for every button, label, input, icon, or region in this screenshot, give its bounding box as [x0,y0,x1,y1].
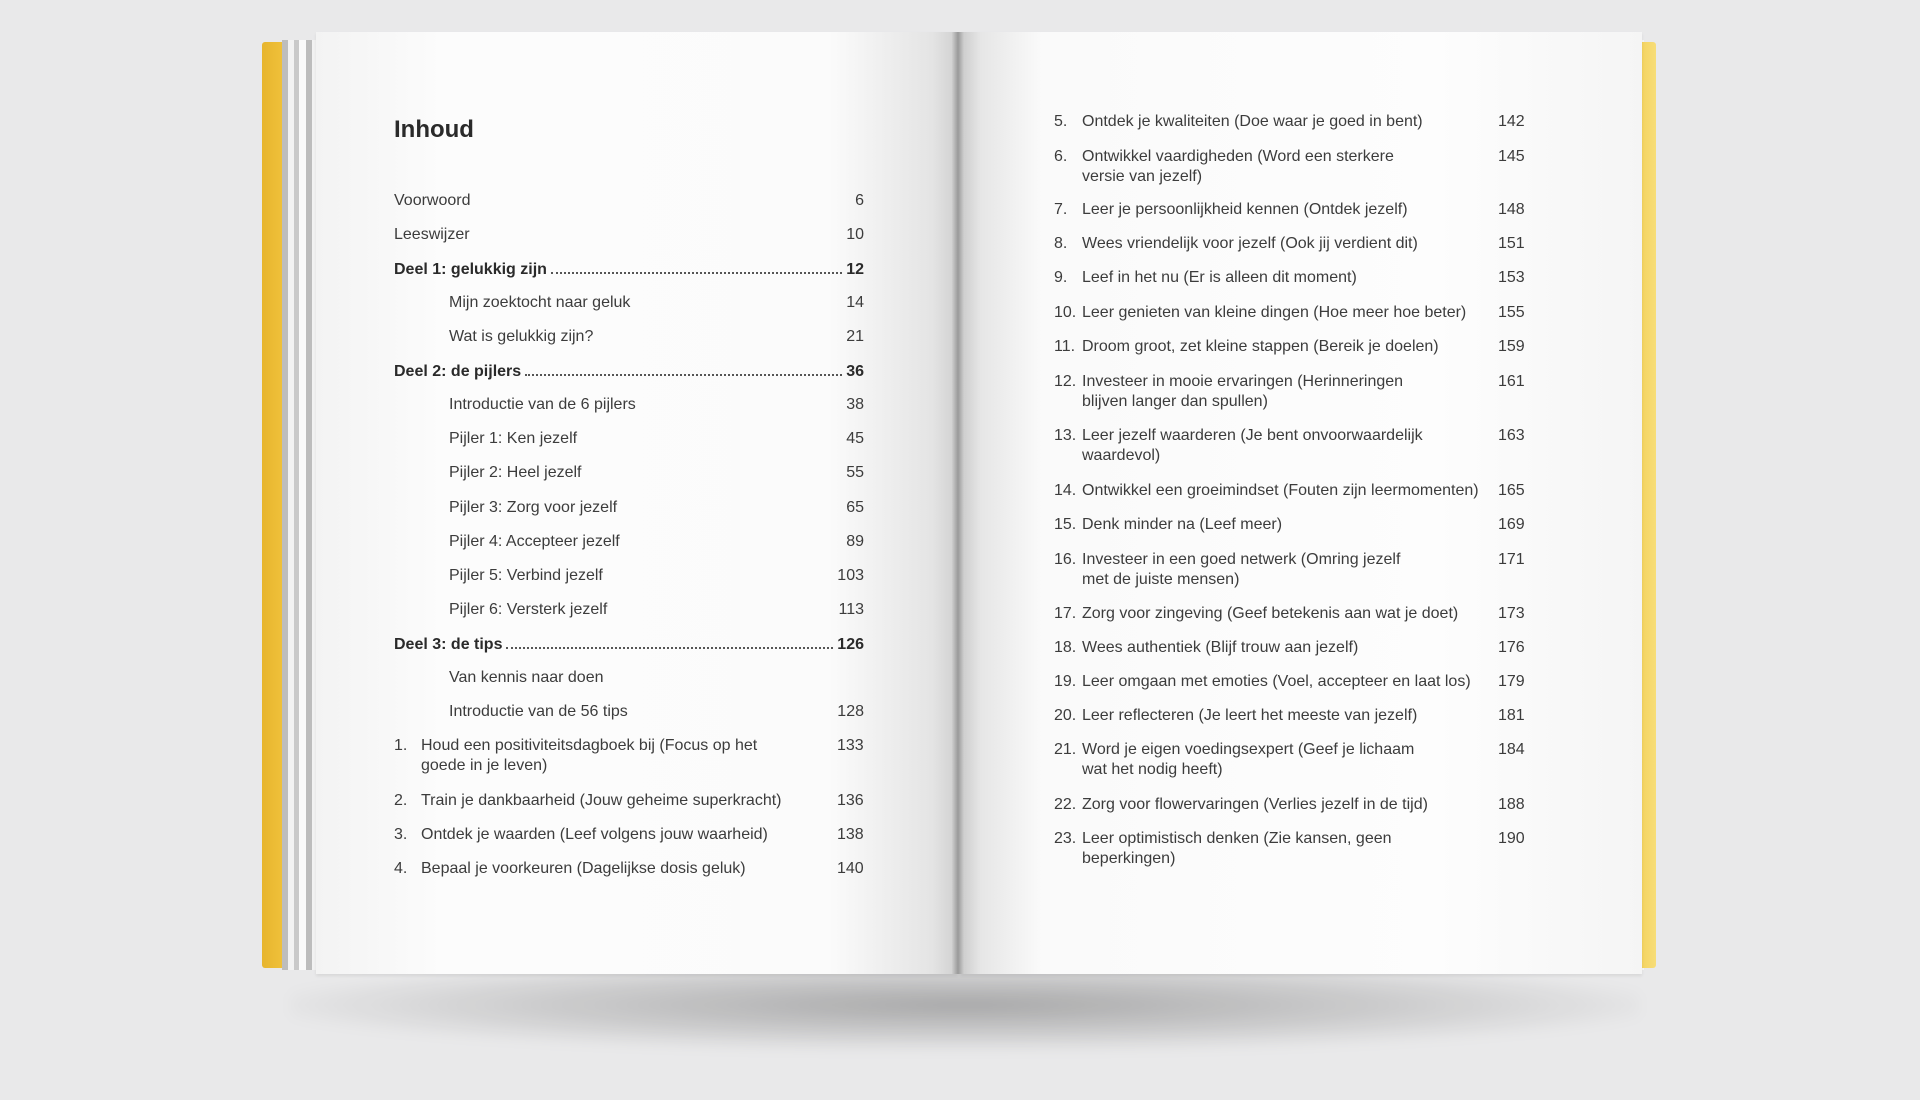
toc-entry-page: 55 [846,464,864,482]
tip-page: 184 [1498,741,1525,758]
tip-title-line: goede in je leven) [421,757,548,774]
section-heading-page: 36 [846,363,864,380]
tip-title-line: Ontdek je waarden (Leef volgens jouw waarheid) [421,826,768,843]
tip-title-line: waardevol) [1082,447,1161,464]
tip-page: 148 [1498,201,1525,218]
tip-number: 22. [1054,796,1077,813]
toc-tip-entry [1054,303,1538,325]
tip-title [1082,604,1458,624]
tip-title [1082,372,1403,412]
section-heading-label: Deel 1: gelukkig zijn [394,261,547,278]
tip-page: 176 [1498,639,1525,656]
toc-entry [449,565,864,586]
tip-title [1082,234,1418,254]
toc-entry-page: 103 [837,567,864,584]
tip-title-line: Train je dankbaarheid (Jouw geheime superkracht) [421,792,782,809]
tip-page: 145 [1498,148,1525,165]
page-title: Inhoud [394,116,474,143]
tip-number: 18. [1054,639,1077,656]
tip-title [1082,303,1466,323]
tip-title [1082,268,1357,288]
toc-tip-entry [1054,200,1538,222]
tip-title [421,859,746,879]
tip-page: 155 [1498,304,1525,321]
tip-page: 181 [1498,707,1525,724]
dot-leader [525,373,842,376]
tip-number: 16. [1054,551,1077,568]
tip-number: 15. [1054,516,1077,533]
toc-entry-label: Leeswijzer [394,226,470,243]
tip-title-line: Zorg voor flowervaringen (Verlies jezelf in de tijd) [1082,796,1428,813]
tip-title [1082,550,1400,590]
tip-page: 151 [1498,235,1525,252]
tip-title [1082,515,1282,535]
tip-number: 14. [1054,482,1077,499]
tip-number: 13. [1054,427,1077,444]
toc-tip-entry [1054,337,1538,359]
toc-entry-label: Pijler 6: Versterk jezelf [449,601,608,619]
tip-page: 159 [1498,338,1525,355]
toc-tip-entry [1054,672,1538,694]
toc-tip-entry [1054,706,1538,728]
toc-tip-entry [1054,268,1538,290]
dot-leader [551,271,842,274]
dot-leader [506,646,833,649]
tip-page: 142 [1498,113,1525,130]
tip-number: 5. [1054,113,1068,130]
tip-title-line: beperkingen) [1082,850,1176,867]
tip-number: 23. [1054,830,1077,847]
tip-page: 169 [1498,516,1525,533]
toc-tip-entry [1054,604,1538,626]
toc-entry-label: Voorwoord [394,192,471,209]
tip-title [1082,337,1439,357]
tip-title [1082,740,1414,780]
toc-entry-label: Pijler 2: Heel jezelf [449,464,582,482]
tip-page: 173 [1498,605,1525,622]
toc-tip-entry [394,825,877,847]
tip-title [1082,147,1394,187]
tip-page: 165 [1498,482,1525,499]
tip-number: 1. [394,737,408,754]
toc-entry-label: Mijn zoektocht naar geluk [449,294,631,311]
toc-tip-entry [1054,515,1538,537]
section-heading-label: Deel 2: de pijlers [394,363,522,380]
tip-number: 7. [1054,201,1068,218]
tip-number: 20. [1054,707,1077,724]
tip-title-line: Ontwikkel vaardigheden (Word een sterkere [1082,148,1394,165]
tip-page: 153 [1498,269,1525,286]
tip-title-line: Leer jezelf waarderen (Je bent onvoorwaardelijk [1082,427,1423,444]
toc-tip-entry [394,736,877,778]
toc-entry [394,190,864,211]
toc-entry-label: Introductie van de 6 pijlers [449,396,636,413]
toc-entry-label: Pijler 1: Ken jezelf [449,430,578,448]
toc-entry-label: Van kennis naar doen [449,669,604,687]
tip-title-line: Leer je persoonlijkheid kennen (Ontdek jezelf) [1082,201,1408,218]
tip-title-line: Wees vriendelijk voor jezelf (Ook jij verdient dit) [1082,235,1418,252]
book-cover-right [1640,42,1656,968]
tip-title-line: versie van jezelf) [1082,168,1203,185]
tip-number: 19. [1054,673,1077,690]
toc-entry-page: 21 [846,328,864,345]
tip-title-line: Droom groot, zet kleine stappen (Bereik je doelen) [1082,338,1439,355]
tip-title-line: Investeer in een goed netwerk (Omring jezelf [1082,551,1401,568]
toc-tip-entry [394,791,877,813]
tip-title-line: Leef in het nu (Er is alleen dit moment) [1082,269,1357,286]
tip-title [1082,672,1471,692]
tip-number: 8. [1054,235,1068,252]
toc-entry-label: Wat is gelukkig zijn? [449,328,594,345]
tip-title [1082,481,1479,501]
toc-entry [449,462,864,483]
toc-entry-page: 14 [846,294,864,311]
tip-title-line: Leer optimistisch denken (Zie kansen, geen [1082,830,1392,847]
tip-title-line: Ontdek je kwaliteiten (Doe waar je goed in bent) [1082,113,1423,130]
tip-page: 140 [837,860,864,877]
tip-title [1082,638,1358,658]
tip-title-line: Denk minder na (Leef meer) [1082,516,1283,533]
toc-tip-entry [1054,638,1538,660]
toc-entry [449,428,864,449]
tip-title [1082,200,1408,220]
tip-title [421,791,781,811]
toc-entry [449,701,864,722]
tip-page: 138 [837,826,864,843]
tip-title-line: Leer omgaan met emoties (Voel, accepteer en laat los) [1082,673,1471,690]
section-heading-page: 12 [846,261,864,278]
tip-title-line: blijven langer dan spullen) [1082,393,1268,410]
toc-entry-page: 128 [837,703,864,721]
toc-entry-page: 10 [846,226,864,243]
tip-title [421,825,768,845]
toc-entry [449,497,864,518]
toc-section-heading [394,360,864,381]
book-gutter [952,32,964,974]
section-heading-page: 126 [837,636,864,654]
toc-entry-page: 6 [855,192,864,209]
toc-entry [449,599,864,620]
toc-entry-page: 113 [838,601,864,619]
tip-page: 136 [837,792,864,809]
toc-tip-entry [1054,550,1538,592]
toc-entry-label: Pijler 5: Verbind jezelf [449,567,603,584]
tip-title [1082,112,1423,132]
tip-number: 9. [1054,269,1068,286]
tip-number: 3. [394,826,408,843]
toc-section-heading [394,258,864,279]
tip-number: 21. [1054,741,1077,758]
tip-title-line: Investeer in mooie ervaringen (Herinneringen [1082,373,1404,390]
tip-title-line: Leer genieten van kleine dingen (Hoe meer hoe beter) [1082,304,1467,321]
toc-tip-entry [394,859,877,881]
tip-title [1082,426,1423,466]
tip-title [421,736,757,776]
tip-title-line: Leer reflecteren (Je leert het meeste van jezelf) [1082,707,1418,724]
toc-tip-entry [1054,481,1538,503]
tip-title-line: Zorg voor zingeving (Geef betekenis aan wat je doet) [1082,605,1459,622]
tip-number: 4. [394,860,408,877]
tip-title [1082,795,1428,815]
tip-title-line: Bepaal je voorkeuren (Dagelijkse dosis geluk) [421,860,746,877]
tip-number: 6. [1054,148,1068,165]
toc-entry-label: Introductie van de 56 tips [449,703,628,721]
toc-entry-page: 89 [846,532,864,550]
toc-tip-entry [1054,795,1538,817]
toc-entry [394,224,864,245]
tip-title-line: wat het nodig heeft) [1082,761,1223,778]
toc-tip-entry [1054,426,1538,468]
tip-number: 12. [1054,373,1077,390]
toc-entry [449,667,864,688]
toc-tip-entry [1054,234,1538,256]
toc-entry [449,292,864,313]
toc-entry-page: 38 [846,396,864,413]
tip-title-line: Ontwikkel een groeimindset (Fouten zijn leermomenten) [1082,482,1479,499]
tip-page: 188 [1498,796,1525,813]
tip-page: 163 [1498,427,1525,444]
toc-entry-page: 45 [846,430,864,448]
tip-number: 17. [1054,605,1077,622]
toc-tip-entry [1054,372,1538,414]
tip-page: 161 [1498,373,1525,390]
tip-title-line: met de juiste mensen) [1082,571,1240,588]
tip-number: 2. [394,792,408,809]
tip-title-line: Houd een positiviteitsdagboek bij (Focus op het [421,737,758,754]
tip-title-line: Wees authentiek (Blijf trouw aan jezelf) [1082,639,1359,656]
toc-entry [449,531,864,552]
toc-tip-entry [1054,829,1538,871]
tip-page: 133 [837,737,864,754]
toc-tip-entry [1054,740,1538,782]
toc-entry-label: Pijler 4: Accepteer jezelf [449,532,620,550]
section-heading-label: Deel 3: de tips [394,636,503,654]
toc-section-heading [394,633,864,654]
tip-number: 11. [1054,338,1076,355]
tip-number: 10. [1054,304,1077,321]
tip-page: 190 [1498,830,1525,847]
tip-title [1082,829,1392,869]
toc-tip-entry [1054,112,1538,134]
tip-page: 171 [1498,551,1525,568]
toc-entry [449,326,864,347]
tip-title [1082,706,1417,726]
tip-page: 179 [1498,673,1525,690]
toc-entry-label: Pijler 3: Zorg voor jezelf [449,498,618,516]
toc-entry-page: 65 [846,498,864,516]
toc-entry [449,394,864,415]
tip-title-line: Word je eigen voedingsexpert (Geef je lichaam [1082,741,1415,758]
toc-tip-entry [1054,147,1538,189]
